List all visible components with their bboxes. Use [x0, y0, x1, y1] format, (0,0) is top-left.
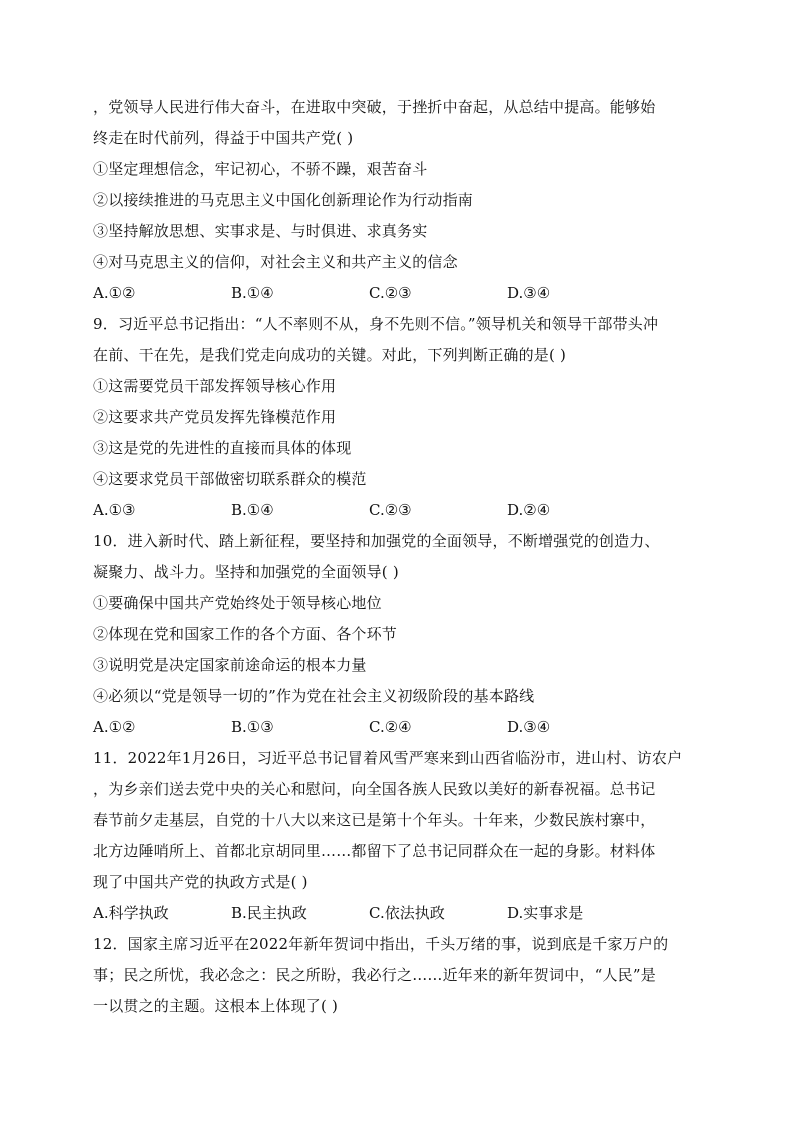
question-8-option-a: A.①②: [93, 284, 136, 302]
question-10-stem-line-2: 凝聚力、战斗力。坚持和加强党的全面领导( ): [93, 563, 399, 581]
question-8-stem-line-2: 终走在时代前列，得益于中国共产党( ): [93, 129, 354, 147]
question-9-stem-line-2: 在前、干在先，是我们党走向成功的关键。对此，下列判断正确的是( ): [93, 346, 567, 364]
question-10-option-c: C.②④: [369, 718, 412, 736]
question-10-item-4: ④必须以“党是领导一切的”作为党在社会主义初级阶段的基本路线: [93, 687, 535, 705]
question-10-item-1: ①要确保中国共产党始终处于领导核心地位: [93, 594, 382, 612]
question-11: [93, 743, 699, 929]
question-10-item-2: ②体现在党和国家工作的各个方面、各个环节: [93, 625, 398, 643]
question-12-stem-line-1: 12．国家主席习近平在2022年新年贺词中指出，千头万绪的事，说到底是千家万户的: [93, 935, 669, 953]
question-11-stem-line-5: 现了中国共产党的执政方式是( ): [93, 873, 308, 891]
question-8-option-c: C.②③: [369, 284, 412, 302]
question-8-options: [93, 278, 699, 309]
question-8-item-3: ③坚持解放思想、实事求是、与时俱进、求真务实: [93, 222, 428, 240]
question-content: [93, 92, 699, 1022]
question-10-options: [93, 712, 699, 743]
question-9: [93, 309, 699, 526]
question-9-item-2: ②这要求共产党员发挥先锋模范作用: [93, 408, 337, 426]
question-8-option-b: B.①④: [231, 284, 274, 302]
question-11-option-b: B.民主执政: [231, 904, 307, 922]
question-11-stem-line-1: 11．2022年1月26日，习近平总书记冒着风雪严寒来到山西省临汾市，进山村、访农户: [93, 749, 683, 767]
question-8-item-1: ①坚定理想信念，牢记初心，不骄不躁，艰苦奋斗: [93, 160, 428, 178]
question-9-options: [93, 495, 699, 526]
question-8-item-4: ④对马克思主义的信仰，对社会主义和共产主义的信念: [93, 253, 458, 271]
question-11-option-c: C.依法执政: [369, 904, 445, 922]
question-10-option-d: D.③④: [507, 718, 551, 736]
question-11-option-a: A.科学执政: [93, 904, 169, 922]
question-9-item-3: ③这是党的先进性的直接而具体的体现: [93, 439, 352, 457]
question-12: [93, 929, 699, 1022]
question-8: [93, 92, 699, 309]
question-9-item-4: ④这要求党员干部做密切联系群众的模范: [93, 470, 367, 488]
question-8-stem-line-1: ，党领导人民进行伟大奋斗，在进取中突破，于挫折中奋起，从总结中提高。能够始: [93, 98, 656, 116]
question-10-stem-line-1: 10．进入新时代、踏上新征程，要坚持和加强党的全面领导，不断增强党的创造力、: [93, 532, 660, 550]
question-10-option-b: B.①③: [231, 718, 274, 736]
question-11-stem-line-4: 北方边陲哨所上、首都北京胡同里……都留下了总书记同群众在一起的身影。材料体: [93, 842, 656, 860]
question-11-stem-line-2: ，为乡亲们送去党中央的关心和慰问，向全国各族人民致以美好的新春祝福。总书记: [93, 780, 656, 798]
question-9-option-c: C.②③: [369, 501, 412, 519]
question-11-stem-line-3: 春节前夕走基层，自党的十八大以来这已是第十个年头。十年来，少数民族村寨中，: [93, 811, 656, 829]
question-11-options: [93, 898, 699, 929]
question-11-option-d: D.实事求是: [507, 904, 584, 922]
question-8-option-d: D.③④: [507, 284, 551, 302]
question-9-option-d: D.②④: [507, 501, 551, 519]
question-12-stem-line-2: 事；民之所忧，我必念之：民之所盼，我必行之……近年来的新年贺词中，“人民”是: [93, 966, 656, 984]
question-10-item-3: ③说明党是决定国家前途命运的根本力量: [93, 656, 367, 674]
question-9-option-a: A.①③: [93, 501, 136, 519]
question-10: [93, 526, 699, 743]
question-9-item-1: ①这需要党员干部发挥领导核心作用: [93, 377, 337, 395]
question-10-option-a: A.①②: [93, 718, 136, 736]
question-9-option-b: B.①④: [231, 501, 274, 519]
question-9-stem-line-1: 9．习近平总书记指出：“人不率则不从，身不先则不信。”领导机关和领导干部带头冲: [93, 315, 659, 333]
question-12-stem-line-3: 一以贯之的主题。这根本上体现了( ): [93, 997, 339, 1015]
question-8-item-2: ②以接续推进的马克思主义中国化创新理论作为行动指南: [93, 191, 474, 209]
